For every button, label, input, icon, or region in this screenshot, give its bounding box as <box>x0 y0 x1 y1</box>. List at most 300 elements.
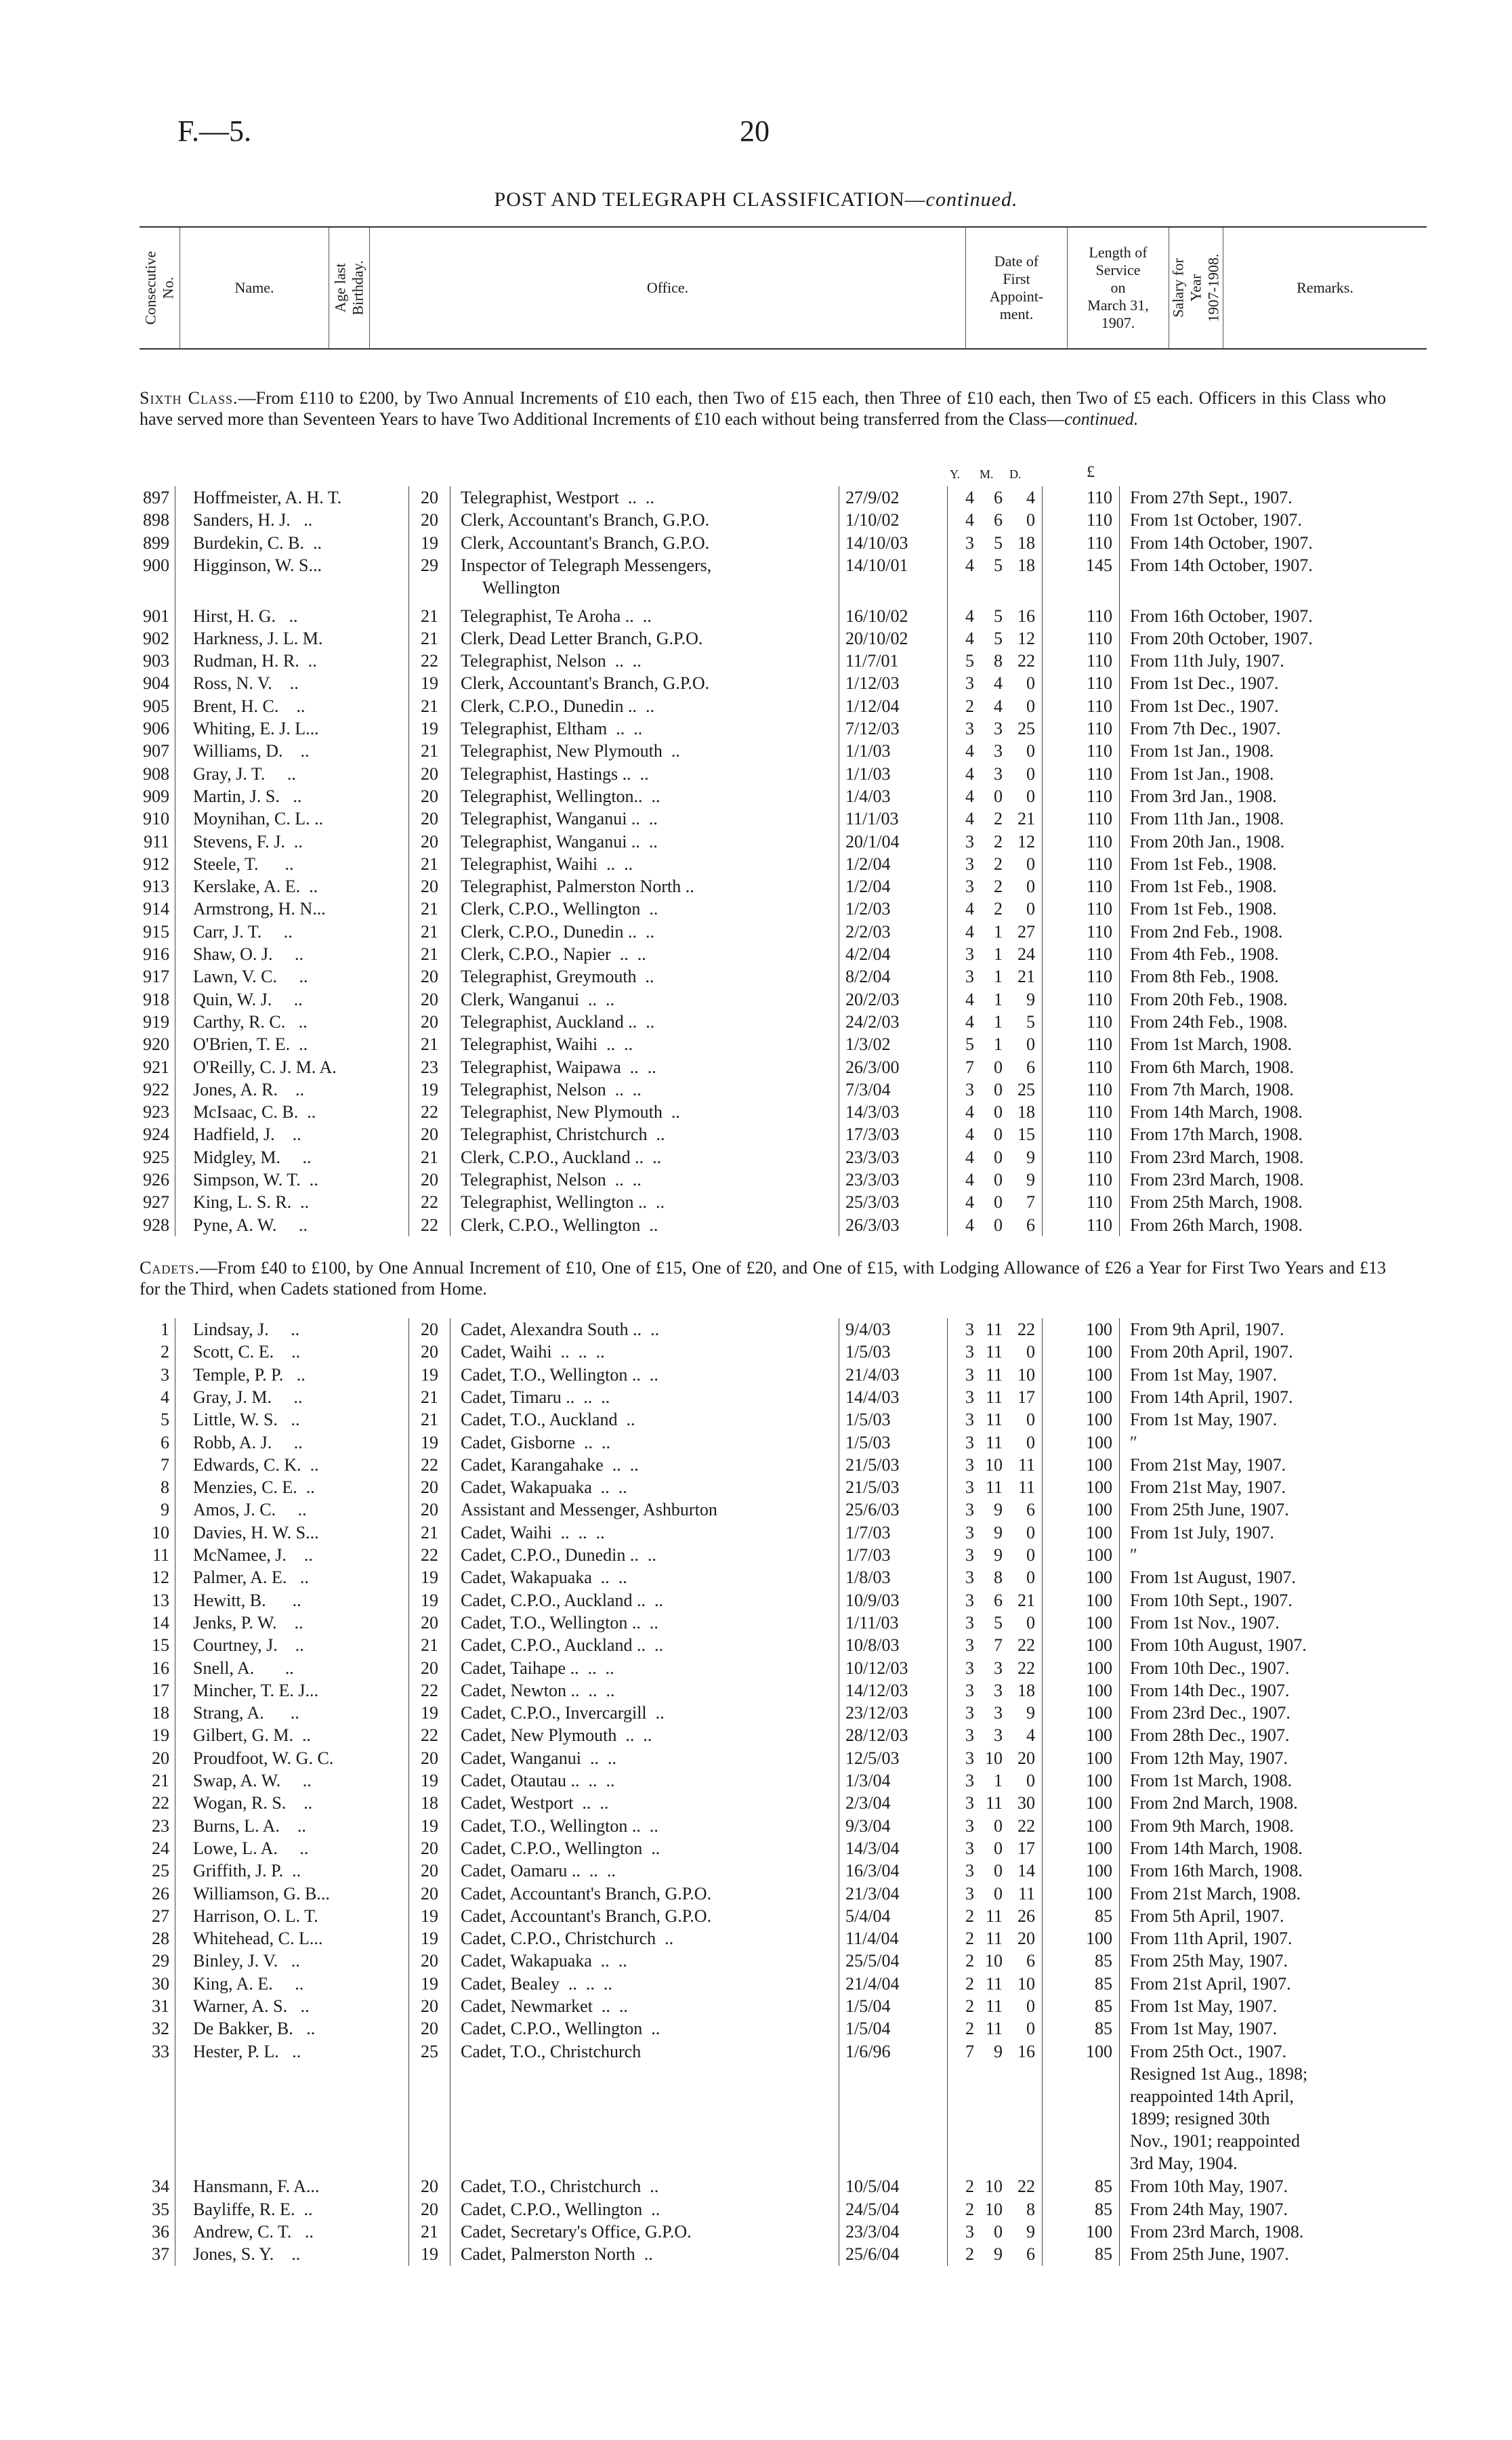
table-row <box>0 1498 1512 1521</box>
row-years: 2 <box>965 696 974 716</box>
row-remarks: From 1st March, 1908. <box>1130 1771 1293 1790</box>
unit-y: Y. <box>950 467 961 481</box>
row-salary: 85 <box>1095 1906 1112 1926</box>
table-row <box>0 1837 1512 1859</box>
row-months: 11 <box>985 1477 1003 1498</box>
row-age: 20 <box>421 1996 438 2016</box>
row-age: 20 <box>421 831 438 851</box>
row-number: 29 <box>152 1951 169 1971</box>
row-remarks: From 1st Dec., 1907. <box>1130 696 1279 716</box>
table-row <box>0 509 1512 531</box>
row-months: 1 <box>994 921 1003 942</box>
page-number: 20 <box>740 114 770 148</box>
row-name: Carthy, R. C. .. <box>193 1011 308 1032</box>
row-years: 4 <box>965 1124 974 1145</box>
row-office: Telegraphist, Waihi .. .. <box>461 1034 633 1055</box>
row-years: 4 <box>965 1011 974 1032</box>
row-years: 3 <box>965 532 974 553</box>
row-days: 9 <box>1026 1170 1035 1190</box>
row-date: 7/3/04 <box>845 1079 891 1099</box>
row-name: Robb, A. J. .. <box>193 1432 303 1452</box>
table-row <box>0 650 1512 672</box>
row-days: 11 <box>1017 1883 1035 1903</box>
table-row <box>0 1078 1512 1101</box>
row-years: 2 <box>965 2176 974 2197</box>
row-remarks: From 24th Feb., 1908. <box>1130 1011 1288 1032</box>
table-row <box>0 627 1512 650</box>
row-office: Cadet, New Plymouth .. .. <box>461 1725 652 1746</box>
row-date: 10/12/03 <box>845 1658 908 1678</box>
table-row <box>0 898 1512 920</box>
row-months: 11 <box>985 1342 1003 1362</box>
row-salary: 85 <box>1095 1996 1112 2016</box>
row-name: Stevens, F. J. .. <box>193 831 303 851</box>
row-office: Cadet, Taihape .. .. .. <box>461 1658 614 1678</box>
row-date: 1/7/03 <box>845 1522 891 1542</box>
row-number: 907 <box>143 741 169 761</box>
row-number: 32 <box>152 2019 169 2039</box>
hester-remark-note <box>1130 2063 1414 2174</box>
row-salary: 110 <box>1086 1102 1112 1122</box>
row-date: 25/5/04 <box>845 1951 900 1971</box>
row-number: 898 <box>143 510 169 530</box>
row-salary: 100 <box>1086 1748 1112 1768</box>
table-row <box>0 1905 1512 1927</box>
row-name: Sanders, H. J. .. <box>193 510 313 530</box>
row-years: 4 <box>965 555 974 575</box>
remark-note-line: 1899; resigned 30th <box>1130 2108 1270 2128</box>
row-date: 17/3/03 <box>845 1124 900 1145</box>
row-months: 10 <box>985 2176 1003 2197</box>
row-number: 26 <box>152 1883 169 1903</box>
row-salary: 100 <box>1086 1929 1112 1949</box>
row-name: Ross, N. V. .. <box>193 673 299 694</box>
row-office: Telegraphist, Wellington .. .. <box>461 1192 665 1213</box>
row-days: 0 <box>1026 763 1035 784</box>
row-office: Cadet, C.P.O., Auckland .. .. <box>461 1590 663 1610</box>
row-name: Simpson, W. T. .. <box>193 1170 318 1190</box>
row-name: Swap, A. W. .. <box>193 1771 312 1790</box>
remark-note-line: reappointed 14th April, <box>1130 2086 1294 2106</box>
table-row <box>0 1214 1512 1236</box>
row-number: 897 <box>143 488 169 507</box>
row-months: 0 <box>994 1170 1003 1190</box>
row-date: 4/2/04 <box>845 944 891 964</box>
row-days: 10 <box>1017 1364 1035 1385</box>
row-name: Williamson, G. B... <box>193 1883 330 1903</box>
row-office: Cadet, Waihi .. .. .. <box>461 1522 605 1542</box>
row-months: 6 <box>994 510 1003 530</box>
row-age: 19 <box>421 1771 438 1790</box>
row-office: Telegraphist, Wanganui .. .. <box>461 831 658 851</box>
table-row <box>0 1431 1512 1454</box>
row-office: Cadet, Gisborne .. .. <box>461 1432 610 1452</box>
row-years: 7 <box>965 1057 974 1077</box>
row-years: 2 <box>965 1929 974 1949</box>
row-date: 25/6/04 <box>845 2244 900 2265</box>
row-age: 29 <box>421 555 438 575</box>
row-salary: 100 <box>1086 1658 1112 1678</box>
row-name: Binley, J. V. .. <box>193 1951 300 1971</box>
table-row <box>0 1476 1512 1498</box>
row-office: Telegraphist, Nelson .. .. <box>461 651 642 671</box>
row-office: Cadet, T.O., Auckland .. <box>461 1410 635 1430</box>
row-years: 5 <box>965 1034 974 1055</box>
row-months: 9 <box>994 1522 1003 1542</box>
row-number: 920 <box>143 1034 169 1055</box>
row-age: 19 <box>421 673 438 694</box>
cadets-intro <box>140 1257 1386 1299</box>
row-age: 19 <box>421 719 438 738</box>
column-rule <box>947 486 948 1236</box>
row-office: Cadet, C.P.O., Wellington .. <box>461 2019 660 2039</box>
row-date: 1/5/03 <box>845 1410 891 1430</box>
row-office: Cadet, Secretary's Office, G.P.O. <box>461 2222 692 2242</box>
row-number: 903 <box>143 651 169 671</box>
row-remarks: From 21st May, 1907. <box>1130 1477 1286 1498</box>
row-months: 0 <box>994 1124 1003 1145</box>
row-months: 0 <box>994 1147 1003 1167</box>
row-age: 20 <box>421 1658 438 1678</box>
row-months: 11 <box>985 1793 1003 1813</box>
table-row <box>0 965 1512 988</box>
row-name: Scott, C. E. .. <box>193 1342 301 1362</box>
row-days: 22 <box>1017 1635 1035 1656</box>
row-salary: 110 <box>1086 763 1112 784</box>
table-row <box>0 1634 1512 1656</box>
row-years: 3 <box>965 1612 974 1633</box>
row-years: 3 <box>965 1748 974 1768</box>
row-remarks: From 3rd Jan., 1908. <box>1130 786 1277 806</box>
row-date: 23/3/03 <box>845 1147 900 1167</box>
row-salary: 110 <box>1086 628 1112 648</box>
row-days: 7 <box>1026 1192 1035 1213</box>
row-years: 4 <box>965 606 974 626</box>
table-row <box>0 486 1512 509</box>
row-salary: 100 <box>1086 1454 1112 1475</box>
row-number: 18 <box>152 1703 169 1723</box>
row-office: Cadet, Accountant's Branch, G.P.O. <box>461 1906 712 1926</box>
row-months: 4 <box>994 673 1003 694</box>
row-number: 20 <box>152 1748 169 1768</box>
row-office: Telegraphist, Westport .. .. <box>461 488 654 507</box>
row-date: 1/3/02 <box>845 1034 891 1055</box>
row-name: Quin, W. J. .. <box>193 989 303 1009</box>
row-days: 11 <box>1017 1454 1035 1475</box>
row-salary: 100 <box>1086 1432 1112 1452</box>
row-years: 3 <box>965 1838 974 1858</box>
row-name: Kerslake, A. E. .. <box>193 877 318 897</box>
row-remarks: From 1st Feb., 1908. <box>1130 877 1277 897</box>
row-name: Hansmann, F. A... <box>193 2176 320 2197</box>
table-row <box>0 2175 1512 2197</box>
row-months: 1 <box>994 1011 1003 1032</box>
row-remarks: From 10th May, 1907. <box>1130 2176 1288 2197</box>
table-row <box>0 1815 1512 1837</box>
row-date: 1/12/04 <box>845 696 900 716</box>
row-remarks: From 9th April, 1907. <box>1130 1320 1284 1339</box>
row-years: 4 <box>965 1170 974 1190</box>
row-age: 19 <box>421 532 438 553</box>
row-number: 926 <box>143 1170 169 1190</box>
row-days: 0 <box>1026 1342 1035 1362</box>
row-age: 20 <box>421 989 438 1009</box>
row-days: 21 <box>1017 1590 1035 1610</box>
row-date: 1/7/03 <box>845 1545 891 1565</box>
remark-note-line: Nov., 1901; reappointed <box>1130 2130 1301 2151</box>
row-office: Cadet, C.P.O., Wellington .. <box>461 2199 660 2219</box>
sixth-class-heading: Sixth Class. <box>140 388 238 408</box>
row-date: 27/9/02 <box>845 488 900 507</box>
table-row <box>0 1679 1512 1702</box>
table-row <box>0 785 1512 807</box>
row-date: 11/1/03 <box>845 809 899 829</box>
table-row <box>0 1544 1512 1566</box>
row-days: 22 <box>1017 1658 1035 1678</box>
row-days: 0 <box>1026 673 1035 694</box>
table-row <box>0 532 1512 554</box>
row-age: 22 <box>421 1545 438 1565</box>
row-years: 3 <box>965 1079 974 1099</box>
row-name: Hester, P. L. .. <box>193 2041 301 2061</box>
row-office: Clerk, C.P.O., Dunedin .. .. <box>461 921 654 942</box>
row-number: 6 <box>161 1432 169 1452</box>
row-remarks: From 10th Sept., 1907. <box>1130 1590 1293 1610</box>
table-row <box>0 1589 1512 1612</box>
row-office: Cadet, Waihi .. .. .. <box>461 1342 605 1362</box>
row-days: 10 <box>1017 1973 1035 1994</box>
row-age: 21 <box>421 606 438 626</box>
row-office: Cadet, Accountant's Branch, G.P.O. <box>461 1883 712 1903</box>
row-salary: 110 <box>1086 1215 1112 1235</box>
row-months: 5 <box>994 628 1003 648</box>
row-name: Snell, A. .. <box>193 1658 294 1678</box>
row-years: 3 <box>965 1342 974 1362</box>
row-name: Harkness, J. L. M. <box>193 628 323 648</box>
row-months: 3 <box>994 1725 1003 1746</box>
row-number: 13 <box>152 1590 169 1610</box>
row-days: 21 <box>1017 967 1035 987</box>
row-remarks: From 14th October, 1907. <box>1130 532 1313 553</box>
page-title-cont: continued. <box>925 188 1018 211</box>
row-date: 21/4/04 <box>845 1973 900 1994</box>
row-salary: 100 <box>1086 2222 1112 2242</box>
row-days: 0 <box>1026 1432 1035 1452</box>
row-number: 31 <box>152 1996 169 2016</box>
row-months: 10 <box>985 2199 1003 2219</box>
table-row <box>0 1146 1512 1169</box>
row-remarks: From 10th August, 1907. <box>1130 1635 1307 1656</box>
row-years: 3 <box>965 1635 974 1656</box>
row-number: 911 <box>143 831 169 851</box>
row-months: 2 <box>994 809 1003 829</box>
row-days: 0 <box>1026 877 1035 897</box>
row-name: Menzies, C. E. .. <box>193 1477 315 1498</box>
row-age: 20 <box>421 763 438 784</box>
row-remarks: From 1st Nov., 1907. <box>1130 1612 1280 1633</box>
row-office: Cadet, Palmerston North .. <box>461 2244 653 2265</box>
row-age: 21 <box>421 921 438 942</box>
row-number: 33 <box>152 2041 169 2061</box>
row-age: 20 <box>421 488 438 507</box>
row-salary: 100 <box>1086 1590 1112 1610</box>
row-months: 9 <box>994 2244 1003 2265</box>
row-years: 3 <box>965 1410 974 1430</box>
row-date: 8/2/04 <box>845 967 891 987</box>
column-rule <box>408 1318 409 2266</box>
row-date: 25/6/03 <box>845 1500 900 1520</box>
row-remarks: From 14th March, 1908. <box>1130 1102 1303 1122</box>
row-number: 905 <box>143 696 169 716</box>
row-date: 1/2/03 <box>845 899 891 919</box>
row-years: 3 <box>965 1815 974 1836</box>
col-date: Date of First Appoint- ment. <box>966 228 1068 348</box>
row-salary: 100 <box>1086 1477 1112 1498</box>
row-salary: 100 <box>1086 1500 1112 1520</box>
row-remarks: From 20th Feb., 1908. <box>1130 989 1288 1009</box>
row-remarks: From 11th July, 1907. <box>1130 651 1284 671</box>
row-name: Edwards, C. K. .. <box>193 1454 319 1475</box>
row-name: Hirst, H. G. .. <box>193 606 298 626</box>
row-years: 3 <box>965 1545 974 1565</box>
row-remarks: From 23rd March, 1908. <box>1130 1170 1304 1190</box>
row-remarks: From 2nd March, 1908. <box>1130 1793 1298 1813</box>
page-title <box>0 188 1512 211</box>
row-remarks: From 1st Dec., 1907. <box>1130 673 1279 694</box>
row-office: Telegraphist, Nelson .. .. <box>461 1170 642 1190</box>
row-years: 3 <box>965 719 974 738</box>
row-days: 9 <box>1026 989 1035 1009</box>
table-row <box>0 1702 1512 1724</box>
row-name: Lowe, L. A. .. <box>193 1838 309 1858</box>
row-date: 14/12/03 <box>845 1680 908 1700</box>
table-row <box>0 921 1512 943</box>
row-years: 3 <box>965 1387 974 1407</box>
row-age: 20 <box>421 2019 438 2039</box>
row-remarks: From 25th May, 1907. <box>1130 1951 1288 1971</box>
row-office: Cadet, Wakapuaka .. .. <box>461 1951 627 1971</box>
row-months: 1 <box>994 989 1003 1009</box>
row-salary: 110 <box>1086 696 1112 716</box>
row-months: 0 <box>994 786 1003 806</box>
row-months: 9 <box>994 2041 1003 2061</box>
row-days: 27 <box>1017 921 1035 942</box>
row-office: Cadet, Wanganui .. .. <box>461 1748 616 1768</box>
row-office: Clerk, Accountant's Branch, G.P.O. <box>461 673 710 694</box>
row-name: Little, W. S. .. <box>193 1410 300 1430</box>
row-age: 20 <box>421 1612 438 1633</box>
row-months: 1 <box>994 1771 1003 1790</box>
row-office: Telegraphist, Nelson .. .. <box>461 1079 642 1099</box>
row-remarks: From 20th April, 1907. <box>1130 1342 1293 1362</box>
row-age: 20 <box>421 1124 438 1145</box>
row-age: 23 <box>421 1057 438 1077</box>
row-days: 17 <box>1017 1838 1035 1858</box>
row-name: Griffith, J. P. .. <box>193 1861 301 1881</box>
row-remarks: From 25th March, 1908. <box>1130 1192 1303 1213</box>
row-office: Clerk, C.P.O., Auckland .. .. <box>461 1147 662 1167</box>
row-name: Jones, S. Y. .. <box>193 2244 301 2265</box>
row-age: 20 <box>421 1951 438 1971</box>
row-remarks: From 1st May, 1907. <box>1130 1996 1278 2016</box>
row-remarks: From 1st Feb., 1908. <box>1130 899 1277 919</box>
row-salary: 110 <box>1086 673 1112 694</box>
row-remarks: From 26th March, 1908. <box>1130 1215 1303 1235</box>
table-row <box>0 1011 1512 1033</box>
row-name: Lawn, V. C. .. <box>193 967 308 987</box>
row-months: 1 <box>994 1034 1003 1055</box>
row-months: 11 <box>985 1320 1003 1339</box>
table-row <box>0 943 1512 965</box>
table-row <box>0 1950 1512 1972</box>
row-salary: 100 <box>1086 2041 1112 2061</box>
row-name: Burns, L. A. .. <box>193 1815 306 1836</box>
row-age: 19 <box>421 1906 438 1926</box>
col-office: Office. <box>370 228 966 348</box>
row-days: 24 <box>1017 944 1035 964</box>
row-office: Cadet, Westport .. .. <box>461 1793 609 1813</box>
row-salary: 110 <box>1086 1011 1112 1032</box>
row-remarks: ″ <box>1130 1432 1137 1452</box>
row-days: 0 <box>1026 786 1035 806</box>
row-remarks: From 7th Dec., 1907. <box>1130 719 1281 738</box>
table-row <box>0 717 1512 740</box>
row-years: 3 <box>965 2222 974 2242</box>
row-number: 928 <box>143 1215 169 1235</box>
row-name: Davies, H. W. S... <box>193 1522 319 1542</box>
row-salary: 85 <box>1095 2244 1112 2265</box>
table-row <box>0 1521 1512 1544</box>
row-days: 8 <box>1026 2199 1035 2219</box>
row-days: 4 <box>1026 1725 1035 1746</box>
row-salary: 100 <box>1086 1703 1112 1723</box>
row-months: 1 <box>994 967 1003 987</box>
row-date: 1/1/03 <box>845 741 891 761</box>
row-salary: 85 <box>1095 2176 1112 2197</box>
row-number: 921 <box>143 1057 169 1077</box>
row-salary: 100 <box>1086 1635 1112 1656</box>
row-age: 21 <box>421 1410 438 1430</box>
row-days: 0 <box>1026 1545 1035 1565</box>
table-row-continuation <box>0 576 1512 599</box>
unit-pound: £ <box>1087 463 1095 481</box>
column-header-row <box>140 226 1427 350</box>
row-name: Harrison, O. L. T. <box>193 1906 318 1926</box>
row-remarks: From 21st April, 1907. <box>1130 1973 1291 1994</box>
row-days: 16 <box>1017 606 1035 626</box>
row-office: Telegraphist, Te Aroha .. .. <box>461 606 652 626</box>
row-office: Cadet, T.O., Christchurch .. <box>461 2176 659 2197</box>
row-salary: 110 <box>1086 967 1112 987</box>
row-years: 4 <box>965 488 974 507</box>
cadets-heading: Cadets. <box>140 1258 200 1278</box>
row-remarks: From 23rd March, 1908. <box>1130 2222 1304 2242</box>
row-years: 2 <box>965 1906 974 1926</box>
row-remarks: From 25th June, 1907. <box>1130 1500 1289 1520</box>
row-office: Cadet, Alexandra South .. .. <box>461 1320 660 1339</box>
row-remarks: From 1st Feb., 1908. <box>1130 854 1277 874</box>
row-age: 21 <box>421 854 438 874</box>
row-office: Clerk, Accountant's Branch, G.P.O. <box>461 532 710 553</box>
row-days: 16 <box>1017 2041 1035 2061</box>
row-days: 0 <box>1026 1612 1035 1633</box>
row-remarks: From 1st Jan., 1908. <box>1130 741 1274 761</box>
row-years: 4 <box>965 741 974 761</box>
row-office: Cadet, C.P.O., Auckland .. .. <box>461 1635 663 1656</box>
col-age: Age last Birthday. <box>329 228 370 348</box>
row-years: 3 <box>965 1658 974 1678</box>
row-age: 20 <box>421 786 438 806</box>
